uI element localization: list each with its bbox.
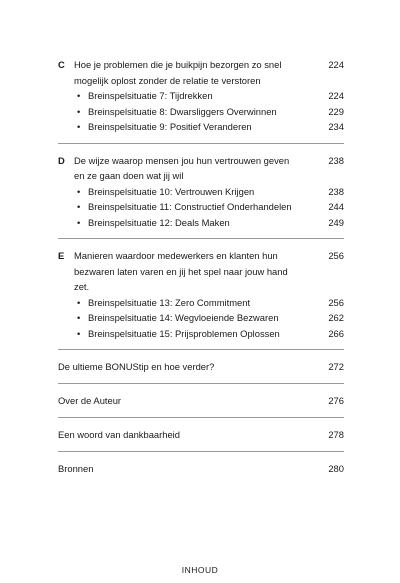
section-heading	[58, 248, 344, 295]
bullet-icon: •	[77, 185, 81, 197]
page-number: 238	[328, 154, 344, 166]
section-letter: C	[58, 59, 65, 70]
page-number: 249	[328, 216, 344, 228]
toc-entry-bronnen	[58, 461, 344, 477]
page-number: 272	[328, 361, 344, 372]
page-number: 266	[328, 327, 344, 339]
bullet-icon: •	[77, 121, 81, 132]
toc-item-label: Breinspelsituatie 12: Deals Maken	[88, 216, 230, 228]
toc-item-label: Breinspelsituatie 14: Wegvloeiende Bezwaren	[88, 312, 279, 323]
page-number: 244	[328, 201, 344, 212]
page-number: 276	[328, 395, 344, 406]
toc-item	[58, 310, 344, 326]
section-letter: D	[58, 154, 65, 166]
toc-entry-auteur	[58, 393, 344, 409]
toc-item-label: Breinspelsituatie 11: Constructief Onderhandelen	[88, 201, 292, 212]
table-of-contents	[58, 57, 344, 477]
toc-entry-label: De ultieme BONUStip en hoe verder?	[58, 361, 215, 372]
toc-item-label: Breinspelsituatie 9: Positief Veranderen	[88, 121, 252, 132]
page-number: 238	[328, 185, 344, 197]
bullet-icon: •	[77, 201, 81, 212]
toc-item-label: Breinspelsituatie 15: Prijsproblemen Oplossen	[88, 327, 280, 339]
bullet-icon: •	[77, 327, 81, 339]
toc-item-label: Breinspelsituatie 7: Tijdrekken	[88, 90, 213, 101]
toc-section-e	[58, 248, 344, 341]
toc-entry-dankbaarheid	[58, 427, 344, 443]
page-footer: INHOUD	[181, 565, 219, 575]
bullet-icon: •	[77, 90, 81, 101]
bullet-icon: •	[77, 216, 81, 228]
page-number: 224	[328, 90, 344, 101]
section-letter: E	[58, 250, 65, 261]
toc-item-label: Breinspelsituatie 8: Dwarsliggers Overwinnen	[88, 105, 277, 117]
toc-item	[58, 184, 344, 200]
section-heading	[58, 57, 344, 88]
page-number: 229	[328, 105, 344, 117]
toc-section-d	[58, 153, 344, 231]
bullet-icon: •	[77, 296, 81, 308]
section-title: De wijze waarop mensen jou hun vertrouwen geven en ze gaan doen wat jij wil	[74, 154, 290, 181]
page-number: 256	[328, 296, 344, 308]
bullet-icon: •	[77, 105, 81, 117]
page-number: 234	[328, 121, 344, 132]
toc-item	[58, 215, 344, 231]
section-title: Manieren waardoor medewerkers en klanten hun bezwaren laten varen en jij het spel naar jouw hand zet.	[74, 250, 288, 292]
toc-entry-bonustip	[58, 359, 344, 375]
toc-item	[58, 104, 344, 120]
toc-section-c	[58, 57, 344, 135]
toc-item-label: Breinspelsituatie 13: Zero Commitment	[88, 296, 251, 308]
toc-entry-label: Een woord van dankbaarheid	[58, 429, 180, 440]
toc-entry-label: Over de Auteur	[58, 395, 122, 406]
toc-entry-label: Bronnen	[58, 463, 94, 474]
toc-item-label: Breinspelsituatie 10: Vertrouwen Krijgen	[88, 185, 255, 197]
toc-item	[58, 326, 344, 342]
page-number: 278	[328, 429, 344, 440]
page-number: 280	[328, 463, 344, 474]
section-title: Hoe je problemen die je buikpijn bezorgen zo snel mogelijk oplost zonder de relatie te verstoren	[74, 59, 282, 86]
toc-item	[58, 119, 344, 135]
page-number: 256	[328, 250, 344, 261]
section-heading	[58, 153, 344, 184]
toc-item	[58, 88, 344, 104]
bullet-icon: •	[77, 312, 81, 323]
toc-item	[58, 295, 344, 311]
page-number: 224	[328, 59, 344, 70]
toc-item	[58, 199, 344, 215]
page-number: 262	[328, 312, 344, 323]
